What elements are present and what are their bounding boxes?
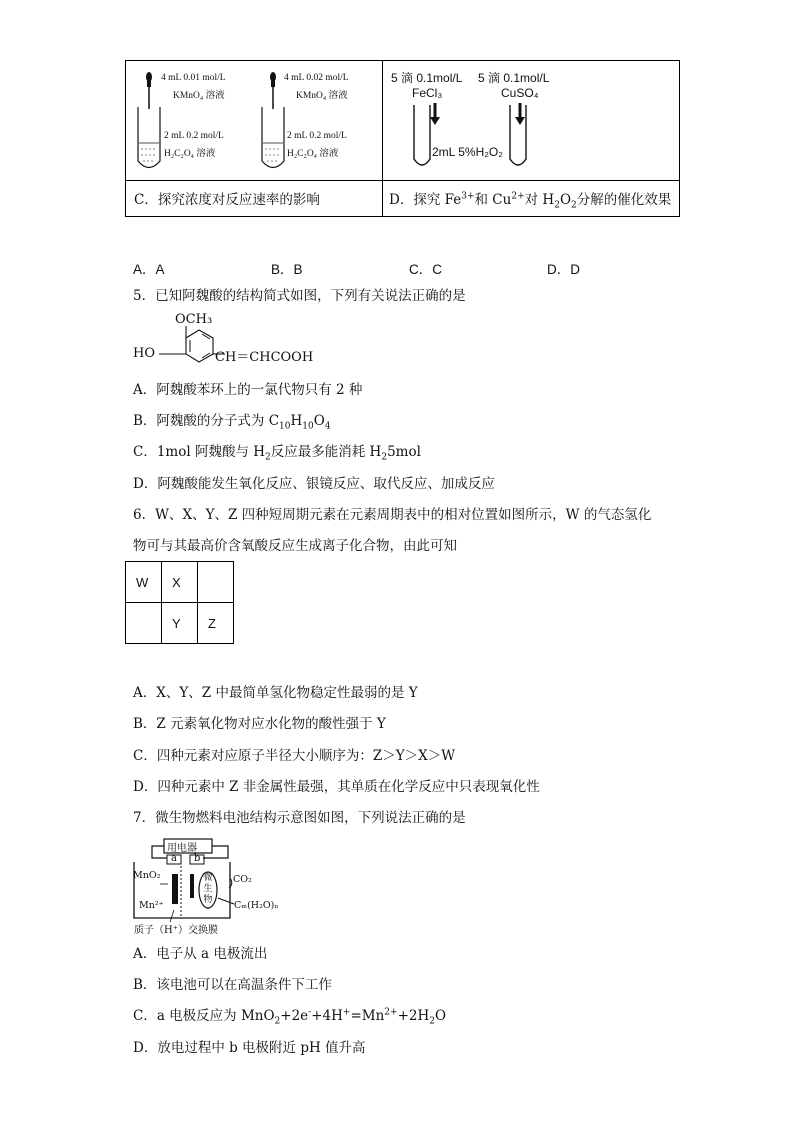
microbe-label: 微生物 xyxy=(203,873,213,905)
question-5-stem: 5．已知阿魏酸的结构简式如图，下列有关说法正确的是 xyxy=(133,288,466,304)
question-7-stem: 7．微生物燃料电池结构示意图如图，下列说法正确的是 xyxy=(133,810,466,826)
och3-label: OCH₃ xyxy=(175,312,213,327)
q6-option-a: A．X、Y、Z 中最简单氢化物稳定性最弱的是 Y xyxy=(133,685,418,701)
device-label: 用电器 xyxy=(167,843,197,854)
label-h2c2o4-conc: 2 mL 0.2 mol/L xyxy=(287,131,347,141)
label-kmno4-conc: 4 mL 0.01 mol/L xyxy=(161,73,226,83)
q6-option-b: B．Z 元素氧化物对应水化物的酸性强于 Y xyxy=(133,716,386,732)
q7-option-c: C．a 电极反应为 $MnO_2+2e^-+4H^+=Mn^{2+}+2H_2O$ xyxy=(133,1007,447,1027)
grid-cell xyxy=(198,562,234,603)
choice-a: A．A xyxy=(133,262,165,277)
caption-d: D．探究 $Fe^{3+}$和 $Cu^{2+}$对 $H_2O_2$分解的催化效果 xyxy=(389,191,672,211)
mn2-label: Mn²⁺ xyxy=(139,900,164,911)
label-fecl3-drops: 5 滴 0.1mol/L xyxy=(391,71,463,85)
label-h2c2o4: H₂C₂O₄ 溶液 xyxy=(287,149,339,159)
co2-label: CO₂ xyxy=(233,874,252,885)
label-h2o2: 2mL 5%H₂O₂ xyxy=(432,145,503,159)
mno2-label: MnO₂ xyxy=(133,870,161,881)
label-cuso4-drops: 5 滴 0.1mol/L xyxy=(478,71,550,85)
experiment-table xyxy=(125,60,680,217)
q7-option-a: A．电子从 a 电极流出 xyxy=(133,946,268,962)
q5-option-c: C．1mol 阿魏酸与 $H_2$反应最多能消耗 $H_25mol$ xyxy=(133,444,421,463)
q5-option-b: B．阿魏酸的分子式为 $C_{10}H_{10}O_4$ xyxy=(133,413,331,432)
label-kmno4-conc: 4 mL 0.02 mol/L xyxy=(284,73,349,83)
periodic-position-grid xyxy=(125,561,234,644)
ho-label: HO xyxy=(133,346,155,361)
q6-option-c: C．四种元素对应原子半径大小顺序为：Z＞Y＞X＞W xyxy=(133,748,456,764)
grid-cell: Z xyxy=(198,603,234,644)
choice-b: B．B xyxy=(271,262,303,277)
choice-d: D．D xyxy=(547,262,580,277)
label-kmno4: KMnO₄ 溶液 xyxy=(173,91,225,101)
grid-cell xyxy=(126,603,162,644)
q7-option-d: D．放电过程中 b 电极附近 pH 值升高 xyxy=(133,1040,366,1056)
label-fecl3: FeCl₃ xyxy=(412,86,443,100)
ferulic-acid-structure xyxy=(133,312,333,372)
q5-option-d: D．阿魏酸能发生氧化反应、银镜反应、取代反应、加成反应 xyxy=(133,476,495,492)
label-h2c2o4-conc: 2 mL 0.2 mol/L xyxy=(164,131,224,141)
q6-option-d: D．四种元素中 Z 非金属性最强，其单质在化学反应中只表现氧化性 xyxy=(133,779,540,795)
caption-c: C．探究浓度对反应速率的影响 xyxy=(134,192,320,208)
label-kmno4: KMnO₄ 溶液 xyxy=(296,91,348,101)
electrode-b-label: b xyxy=(194,853,201,864)
q7-option-b: B．该电池可以在高温条件下工作 xyxy=(133,977,332,993)
electrode-a-label: a xyxy=(171,853,177,864)
carbohydrate-label: Cₘ(H₂O)ₙ xyxy=(234,900,279,911)
fuel-cell-diagram xyxy=(130,838,300,936)
table-divider xyxy=(126,180,679,181)
grid-cell: W xyxy=(126,562,162,603)
label-cuso4: CuSO₄ xyxy=(501,86,539,100)
grid-cell: Y xyxy=(162,603,198,644)
question-6-stem-line1: 6．W、X、Y、Z 四种短周期元素在元素周期表中的相对位置如图所示，W 的气态氢化 xyxy=(133,507,652,523)
q5-option-a: A．阿魏酸苯环上的一氯代物只有 2 种 xyxy=(133,382,363,398)
grid-cell: X xyxy=(162,562,198,603)
chain-label: CH＝CHCOOH xyxy=(215,350,314,365)
membrane-label: 质子（H⁺）交换膜 xyxy=(134,925,218,936)
label-h2c2o4: H₂C₂O₄ 溶液 xyxy=(164,149,216,159)
choice-c: C．C xyxy=(409,262,442,277)
question-6-stem-line2: 物可与其最高价含氧酸反应生成离子化合物，由此可知 xyxy=(133,538,457,554)
